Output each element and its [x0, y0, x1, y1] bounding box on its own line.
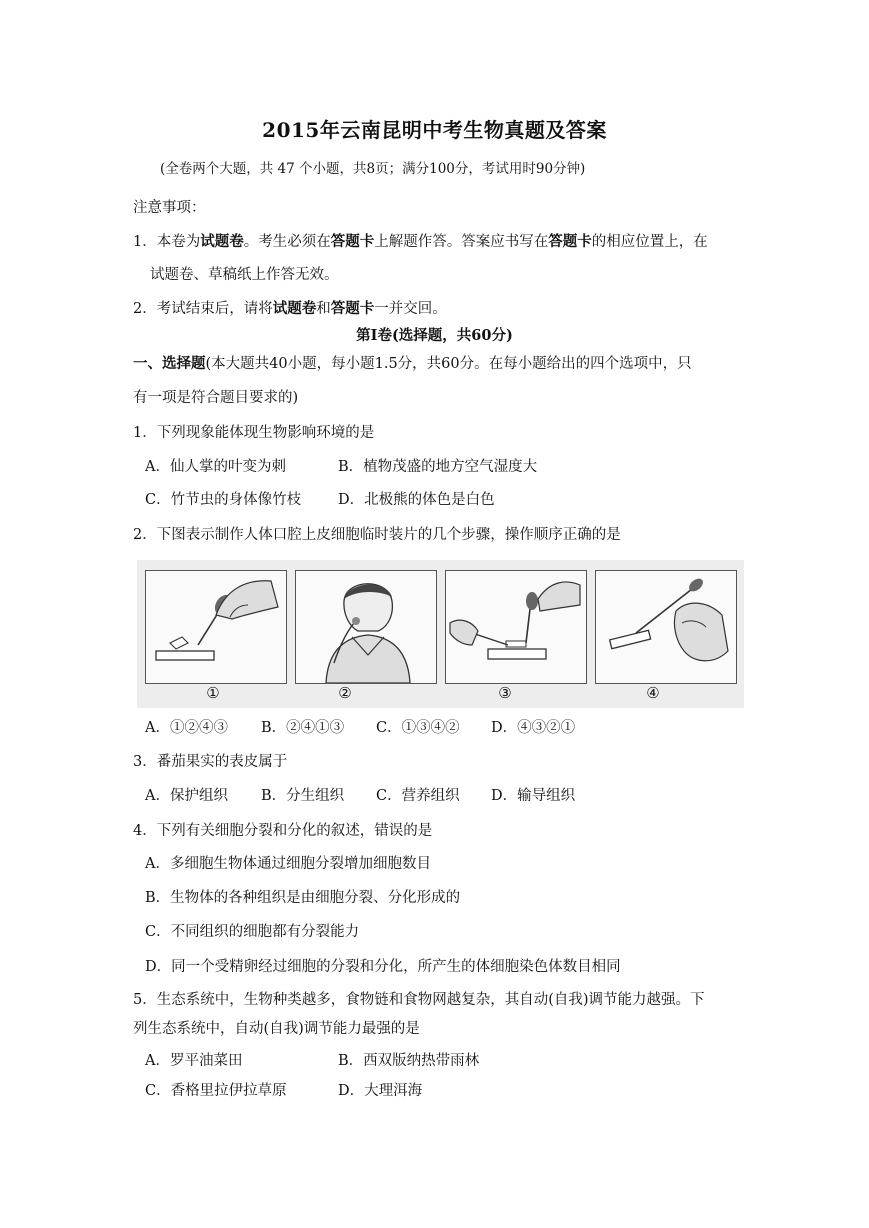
notice-1-line2: 试题卷、草稿纸上作答无效。 [150, 267, 339, 283]
question-4-stem: 4．下列有关细胞分裂和分化的叙述，错误的是 [133, 823, 433, 839]
question-1-option-a: A．仙人掌的叶变为刺 [145, 459, 286, 475]
step-2-panel [295, 570, 437, 684]
question-1-option-d: D．北极熊的体色是白色 [338, 492, 495, 508]
question-5-option-a: A．罗平油菜田 [145, 1053, 243, 1069]
page-title: 2015年云南昆明中考生物真题及答案 [262, 118, 607, 142]
part1-intro: 一、选择题(本大题共40小题，每小题1.5分，共60分。在每小题给出的四个选项中，只 [133, 355, 692, 372]
dropper-on-slide-illustration [146, 571, 286, 683]
question-3-option-b: B．分生组织 [261, 788, 345, 804]
notice-heading: 注意事项： [133, 200, 206, 216]
question-3-option-d: D．输导组织 [491, 788, 576, 804]
question-1-option-b: B．植物茂盛的地方空气湿度大 [338, 459, 538, 475]
part1-intro-line2: 有一项是符合题目要求的) [133, 390, 299, 406]
question-5-option-c: C．香格里拉伊拉草原 [145, 1083, 287, 1099]
figure-label-4: ④ [646, 684, 660, 702]
question-3-stem: 3．番茄果实的表皮属于 [133, 754, 288, 770]
figure-label-1: ① [206, 684, 220, 702]
question-2-option-a: A．①②④③ [145, 720, 228, 736]
question-4-option-b: B．生物体的各种组织是由细胞分裂、分化形成的 [145, 890, 461, 906]
step-1-panel [145, 570, 287, 684]
question-1-option-c: C．竹节虫的身体像竹枝 [145, 492, 302, 508]
question-4-option-c: C．不同组织的细胞都有分裂能力 [145, 924, 360, 940]
notice-1: 1．本卷为试题卷。考生必须在答题卡上解题作答。答案应书写在答题卡的相应位置上，在 [133, 233, 708, 250]
question-2-option-d: D．④③②① [491, 720, 576, 736]
question-4-option-a: A．多细胞生物体通过细胞分裂增加细胞数目 [145, 856, 431, 872]
question-3-option-c: C．营养组织 [376, 788, 460, 804]
notice-2: 2．考试结束后，请将试题卷和答题卡一并交回。 [133, 300, 447, 317]
procedure-figure [137, 560, 744, 708]
question-2-option-c: C．①③④② [376, 720, 460, 736]
boy-scraping-mouth-illustration [296, 571, 436, 683]
hand-with-dropper-illustration [596, 571, 736, 683]
question-5-option-d: D．大理洱海 [338, 1083, 423, 1099]
question-5-stem-line2: 列生态系统中，自动(自我)调节能力最强的是 [133, 1021, 420, 1037]
step-4-panel [595, 570, 737, 684]
question-5-stem: 5．生态系统中，生物种类越多，食物链和食物网越复杂，其自动(自我)调节能力越强。下 [133, 992, 705, 1008]
question-4-option-d: D．同一个受精卵经过细胞的分裂和分化，所产生的体细胞染色体数目相同 [145, 959, 621, 975]
tweezers-and-dropper-illustration [446, 571, 586, 683]
exam-info: (全卷两个大题，共 47 个小题，共8页；满分100分，考试用时90分钟) [160, 161, 586, 177]
question-2-option-b: B．②④①③ [261, 720, 345, 736]
question-1-stem: 1．下列现象能体现生物影响环境的是 [133, 425, 375, 441]
figure-label-2: ② [338, 684, 352, 702]
question-3-option-a: A．保护组织 [145, 788, 228, 804]
question-5-option-b: B．西双版纳热带雨林 [338, 1053, 480, 1069]
step-3-panel [445, 570, 587, 684]
figure-label-3: ③ [498, 684, 512, 702]
question-2-stem: 2．下图表示制作人体口腔上皮细胞临时装片的几个步骤，操作顺序正确的是 [133, 527, 621, 543]
section-heading: 第Ⅰ卷(选择题，共60分) [356, 327, 513, 344]
